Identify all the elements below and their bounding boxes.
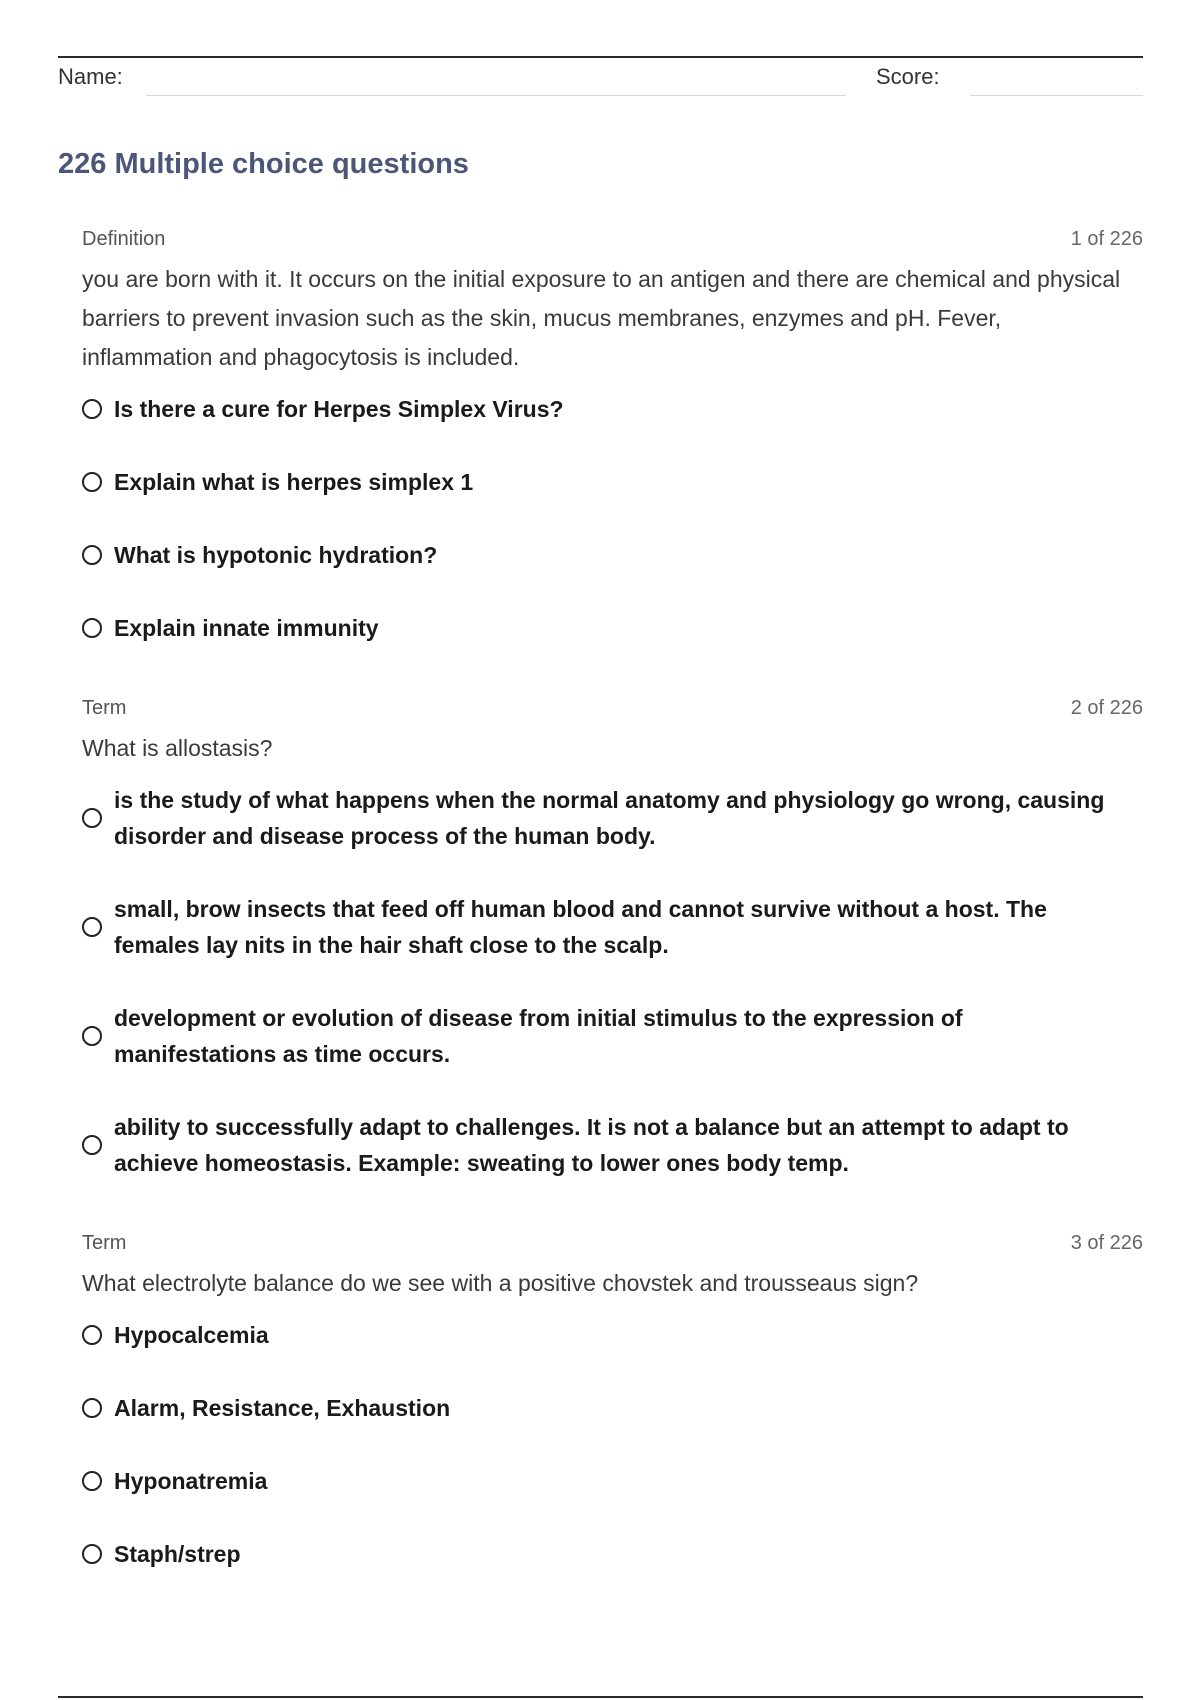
header-row	[58, 60, 1143, 98]
question-prompt: What electrolyte balance do we see with a positive chovstek and trousseaus sign?	[82, 1270, 919, 1296]
name-label: Name:	[58, 64, 123, 89]
answer-option[interactable]	[82, 1536, 1143, 1572]
question-counter: 1 of 226	[1070, 228, 1143, 250]
radio-button-icon[interactable]	[82, 1398, 102, 1418]
answer-option[interactable]	[82, 610, 1143, 646]
radio-button-icon[interactable]	[82, 917, 102, 937]
question-counter: 2 of 226	[1070, 697, 1143, 719]
answer-option[interactable]	[82, 391, 1143, 427]
question-2	[82, 697, 1143, 1181]
question-type: Term	[82, 1232, 127, 1254]
answer-option-label: Explain innate immunity	[114, 615, 379, 641]
name-field[interactable]	[146, 95, 846, 96]
answer-option[interactable]	[82, 1000, 1143, 1072]
radio-button-icon[interactable]	[82, 399, 102, 419]
question-3	[82, 1232, 1143, 1572]
page-title: 226 Multiple choice questions	[58, 148, 469, 180]
answer-option[interactable]	[82, 891, 1143, 963]
answer-option[interactable]	[82, 464, 1143, 500]
radio-button-icon[interactable]	[82, 545, 102, 565]
top-divider	[58, 56, 1143, 58]
answer-options	[82, 1317, 1143, 1572]
radio-button-icon[interactable]	[82, 1544, 102, 1564]
answer-option[interactable]	[82, 1463, 1143, 1499]
answer-option-label: Is there a cure for Herpes Simplex Virus?	[114, 396, 564, 422]
answer-option[interactable]	[82, 1109, 1143, 1181]
radio-button-icon[interactable]	[82, 1135, 102, 1155]
answer-option-label: Staph/strep	[114, 1541, 241, 1567]
answer-options	[82, 782, 1143, 1181]
answer-option-label: Hyponatremia	[114, 1468, 268, 1494]
radio-button-icon[interactable]	[82, 1026, 102, 1046]
answer-option[interactable]	[82, 1390, 1143, 1426]
worksheet-page	[58, 0, 1143, 1700]
radio-button-icon[interactable]	[82, 618, 102, 638]
bottom-divider	[58, 1696, 1143, 1698]
answer-option[interactable]	[82, 1317, 1143, 1353]
radio-button-icon[interactable]	[82, 1325, 102, 1345]
answer-option-label: development or evolution of disease from initial stimulus to the expression of manifestations as time occurs.	[114, 1005, 963, 1067]
answer-options	[82, 391, 1143, 646]
answer-option-label: ability to successfully adapt to challenges. It is not a balance but an attempt to adapt to achieve homeostasis. Example: sweating to lower ones body temp.	[114, 1114, 1069, 1176]
answer-option[interactable]	[82, 537, 1143, 573]
radio-button-icon[interactable]	[82, 808, 102, 828]
answer-option-label: small, brow insects that feed off human blood and cannot survive without a host. The females lay nits in the hair shaft close to the scalp.	[114, 896, 1047, 958]
score-field[interactable]	[970, 95, 1143, 96]
question-type: Definition	[82, 228, 166, 250]
answer-option-label: Hypocalcemia	[114, 1322, 269, 1348]
answer-option-label: Alarm, Resistance, Exhaustion	[114, 1395, 451, 1421]
answer-option-label: What is hypotonic hydration?	[114, 542, 438, 568]
answer-option[interactable]	[82, 782, 1143, 854]
answer-option-label: Explain what is herpes simplex 1	[114, 469, 474, 495]
question-1	[82, 228, 1143, 646]
radio-button-icon[interactable]	[82, 472, 102, 492]
radio-button-icon[interactable]	[82, 1471, 102, 1491]
question-type: Term	[82, 697, 127, 719]
score-label: Score:	[876, 64, 940, 89]
question-prompt: you are born with it. It occurs on the initial exposure to an antigen and there are chemical and physical barriers to prevent invasion such as the skin, mucus membranes, enzymes and pH. Fever, inflammation and phagocytosis is included.	[82, 266, 1121, 370]
answer-option-label: is the study of what happens when the normal anatomy and physiology go wrong, causing disorder and disease process of the human body.	[114, 787, 1105, 849]
question-counter: 3 of 226	[1070, 1232, 1143, 1254]
question-prompt: What is allostasis?	[82, 735, 273, 761]
